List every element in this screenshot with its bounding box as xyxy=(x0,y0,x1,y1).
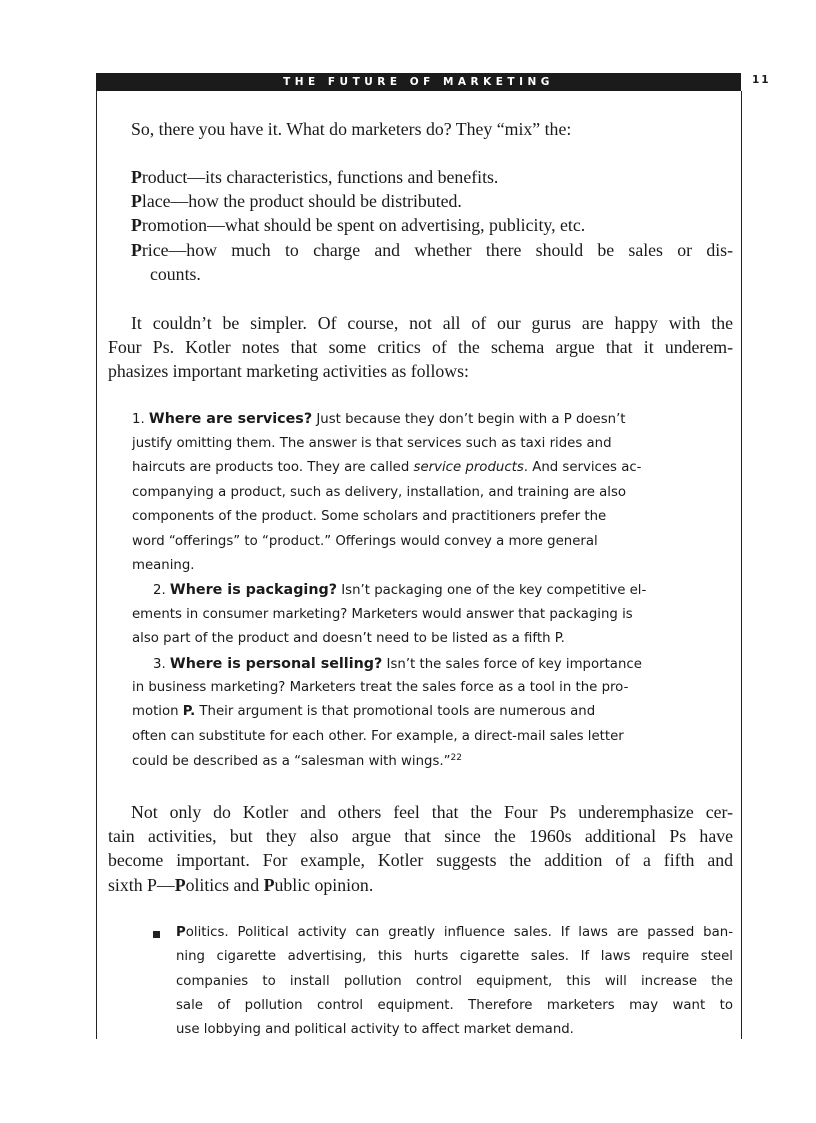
para3-line3: become important. For example, Kotler suggests the addition of a fifth and xyxy=(108,850,733,870)
bullet-line5: use lobbying and political activity to affect market demand. xyxy=(176,1022,574,1037)
critique-1-line4: companying a product, such as delivery, installation, and training are also xyxy=(132,485,627,500)
para3-line4: sixth P—Politics and Public opinion. xyxy=(108,875,374,895)
ps-item-place: Place—how the product should be distributed. xyxy=(131,191,462,211)
critique-2-line3: also part of the product and doesn’t need to be listed as a fifth P. xyxy=(132,631,565,646)
bullet-line1: Politics. Political activity can greatly influence sales. If laws are passed ban- xyxy=(176,925,733,940)
ps-item-product: Product—its characteristics, functions and benefits. xyxy=(131,167,499,187)
para2-line2: Four Ps. Kotler notes that some critics of the schema argue that it underem- xyxy=(108,337,733,357)
critique-3-line4: often can substitute for each other. For example, a direct-mail sales letter xyxy=(132,729,624,744)
ps-item-promotion: Promotion—what should be spent on advertising, publicity, etc. xyxy=(131,215,586,235)
para3-line2: tain activities, but they also argue that since the 1960s additional Ps have xyxy=(108,826,733,846)
right-rule xyxy=(741,91,742,1039)
critique-1-line5: components of the product. Some scholars and practitioners prefer the xyxy=(132,509,607,524)
para3-line1: Not only do Kotler and others feel that the Four Ps underemphasize cer- xyxy=(131,802,733,822)
bullet-square-icon xyxy=(153,931,160,938)
running-header: THE FUTURE OF MARKETING xyxy=(96,73,741,91)
para2-line3: phasizes important marketing activities as follows: xyxy=(108,361,469,381)
critique-1-line6: word “offerings” to “product.” Offerings would convey a more general xyxy=(132,534,598,549)
bullet-line3: companies to install pollution control equipment, this will increase the xyxy=(176,974,733,989)
critique-3-line3: motion P. Their argument is that promotional tools are numerous and xyxy=(132,704,596,719)
ps-item-price: Price—how much to charge and whether there should be sales or dis- xyxy=(131,240,733,260)
critique-3-line2: in business marketing? Marketers treat the sales force as a tool in the pro- xyxy=(132,680,629,695)
critique-1-line3: haircuts are products too. They are called service products. And services ac- xyxy=(132,460,642,475)
critique-1-line2: justify omitting them. The answer is that services such as taxi rides and xyxy=(132,436,612,451)
para2-line1: It couldn’t be simpler. Of course, not all of our gurus are happy with the xyxy=(131,313,733,333)
bullet-line4: sale of pollution control equipment. Therefore marketers may want to xyxy=(176,998,733,1013)
critique-2-first-line: 2. Where is packaging? Isn’t packaging one of the key competitive el- xyxy=(153,582,647,598)
ps-item-price-continuation: counts. xyxy=(150,264,201,284)
critique-3-line5: could be described as a “salesman with wings.”$^{22}$ xyxy=(132,753,462,769)
page-number: 11 xyxy=(752,74,771,86)
bullet-line2: ning cigarette advertising, this hurts cigarette sales. If laws require steel xyxy=(176,949,733,964)
critique-2-line2: ements in consumer marketing? Marketers would answer that packaging is xyxy=(132,607,633,622)
footnote-marker[interactable]: 22 xyxy=(450,753,462,763)
critique-3-first-line: 3. Where is personal selling? Isn’t the sales force of key importance xyxy=(153,656,642,672)
critique-1-first-line: 1. Where are services? Just because they don’t begin with a P doesn’t xyxy=(132,411,626,427)
intro-line: So, there you have it. What do marketers do? They “mix” the: xyxy=(131,119,572,139)
critique-1-line7: meaning. xyxy=(132,558,195,573)
left-rule xyxy=(96,91,97,1039)
